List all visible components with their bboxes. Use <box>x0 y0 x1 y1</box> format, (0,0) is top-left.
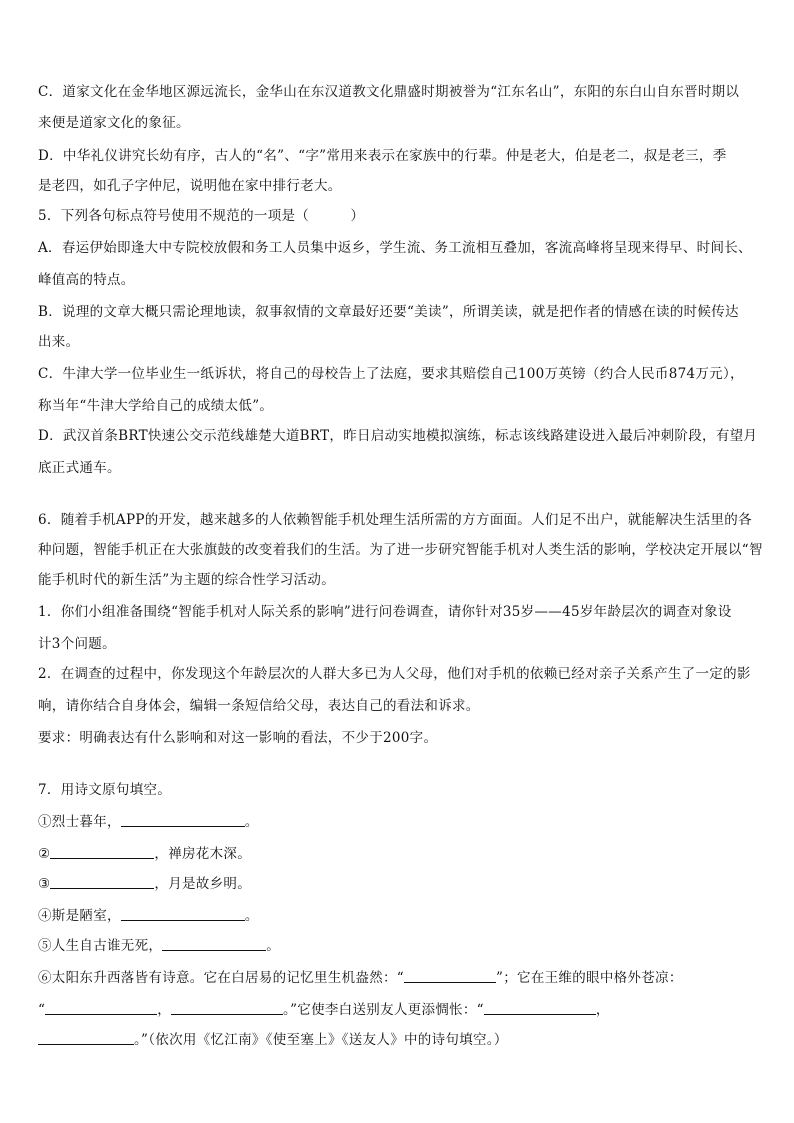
q7-item6-blank-3[interactable] <box>171 1000 283 1015</box>
q7-item6-text-a: ⑥太阳东升西落皆有诗意。它在白居易的记忆里生机盎然：“ <box>38 970 405 986</box>
q5-option-d-line2: 底正式通车。 <box>38 460 121 476</box>
q7-item6-text-b: ”；它在王维的眼中格外苍凉： <box>496 970 683 986</box>
q5-option-c-line1: C．牛津大学一位毕业生一纸诉状，将自己的母校告上了法庭，要求其赔偿自己100万英镑（约合人民币874万元）， <box>38 366 744 382</box>
q7-item6-line1 <box>38 968 760 988</box>
q7-item6-blank-4[interactable] <box>484 1000 596 1015</box>
q7-item3-blank[interactable] <box>50 874 154 889</box>
q7-item2-prefix: ② <box>38 846 51 862</box>
q6-intro-line3: 能手机时代的新生活”为主题的综合性学习活动。 <box>38 572 336 588</box>
q7-item6-text-g: 。”（依次用《忆江南》《使至塞上》《送友人》中的诗句填空。） <box>134 1032 508 1048</box>
q7-item3-suffix: ，月是故乡明。 <box>154 876 252 892</box>
q5-option-c-line2: 称当年“牛津大学给自己的成绩太低”。 <box>38 398 274 414</box>
q6-item2-line1: 2．在调查的过程中，你发现这个年龄层次的人群大多已为人父母，他们对手机的依赖已经对亲子关系产生了一定的影 <box>38 666 751 682</box>
q5-option-a-line2: 峰值高的特点。 <box>38 272 135 288</box>
q7-item1-suffix: 。 <box>244 814 259 830</box>
q7-item6-blank-1[interactable] <box>404 968 496 983</box>
q7-item2-suffix: ，禅房花木深。 <box>154 846 252 862</box>
q7-item6-text-d: ， <box>157 1002 172 1018</box>
q7-item6-text-f: ， <box>595 1002 610 1018</box>
q7-item1-prefix: ①烈士暮年， <box>38 814 121 830</box>
q7-item6-text-e: 。”它使李白送别友人更添惆怅：“ <box>283 1002 484 1018</box>
q6-requirement: 要求：明确表达有什么影响和对这一影响的看法，不少于200字。 <box>38 730 438 746</box>
q5-option-d-line1: D．武汉首条BRT快速公交示范线雄楚大道BRT，昨日启动实地模拟演练，标志该线路建设进入最后冲刺阶段，有望月 <box>38 428 758 444</box>
q7-item1 <box>38 812 760 832</box>
q4-option-d-line1: D．中华礼仪讲究长幼有序，古人的“名”、“字”常用来表示在家族中的行辈。仲是老大，伯是老二，叔是老三，季 <box>38 148 727 164</box>
q7-item3-prefix: ③ <box>38 876 51 892</box>
q7-item4-prefix: ④斯是陋室， <box>38 908 121 924</box>
q7-item5-prefix: ⑤人生自古谁无死， <box>38 938 163 954</box>
q4-option-d-line2: 是老四，如孔子字仲尼，说明他在家中排行老大。 <box>38 178 342 194</box>
q7-item6-line2 <box>38 1000 760 1020</box>
q7-item5-suffix: 。 <box>266 938 281 954</box>
q4-option-c-line1: C．道家文化在金华地区源远流长，金华山在东汉道教文化鼎盛时期被誉为“江东名山”，东阳的东白山自东晋时期以 <box>38 84 740 100</box>
q7-item3 <box>38 874 760 894</box>
q7-item4-suffix: 。 <box>244 908 259 924</box>
q7-item5-blank[interactable] <box>162 936 266 951</box>
q5-option-b-line2: 出来。 <box>38 334 80 350</box>
q7-item6-blank-2[interactable] <box>45 1000 157 1015</box>
q7-stem: 7．用诗文原句填空。 <box>38 782 172 798</box>
q5-option-b-line1: B．说理的文章大概只需论理地读，叙事叙情的文章最好还要“美读”，所谓美读，就是把作者的情感在读的时候传达 <box>38 304 739 320</box>
q7-item5 <box>38 936 760 956</box>
q6-intro-line1: 6．随着手机APP的开发，越来越多的人依赖智能手机处理生活所需的方方面面。人们足不出户，就能解决生活里的各 <box>38 512 752 528</box>
q7-item4-blank[interactable] <box>121 906 245 921</box>
q7-item1-blank[interactable] <box>121 812 245 827</box>
q7-item6-line3 <box>38 1030 760 1050</box>
q7-item6-blank-5[interactable] <box>38 1030 134 1045</box>
q7-item2-blank[interactable] <box>50 844 154 859</box>
q6-item1-line1: 1．你们小组准备围绕“智能手机对人际关系的影响”进行问卷调查，请你针对35岁——45岁年龄层次的调查对象设 <box>38 604 732 620</box>
q6-item2-line2: 响，请你结合自身体会，编辑一条短信给父母，表达自己的看法和诉求。 <box>38 698 480 714</box>
q7-item2 <box>38 844 760 864</box>
q5-option-a-line1: A．春运伊始即逢大中专院校放假和务工人员集中返乡，学生流、务工流相互叠加，客流高峰将呈现来得早、时间长、 <box>38 240 752 256</box>
q7-item6-text-c: “ <box>38 1002 46 1018</box>
q6-item1-line2: 计3个问题。 <box>38 636 116 652</box>
q5-stem: 5．下列各句标点符号使用不规范的一项是（ ） <box>38 208 365 224</box>
q6-intro-line2: 种问题，智能手机正在大张旗鼓的改变着我们的生活。为了进一步研究智能手机对人类生活的影响，学校决定开展以“智 <box>38 542 763 558</box>
q4-option-c-line2: 来便是道家文化的象征。 <box>38 115 190 131</box>
q7-item4 <box>38 906 760 926</box>
